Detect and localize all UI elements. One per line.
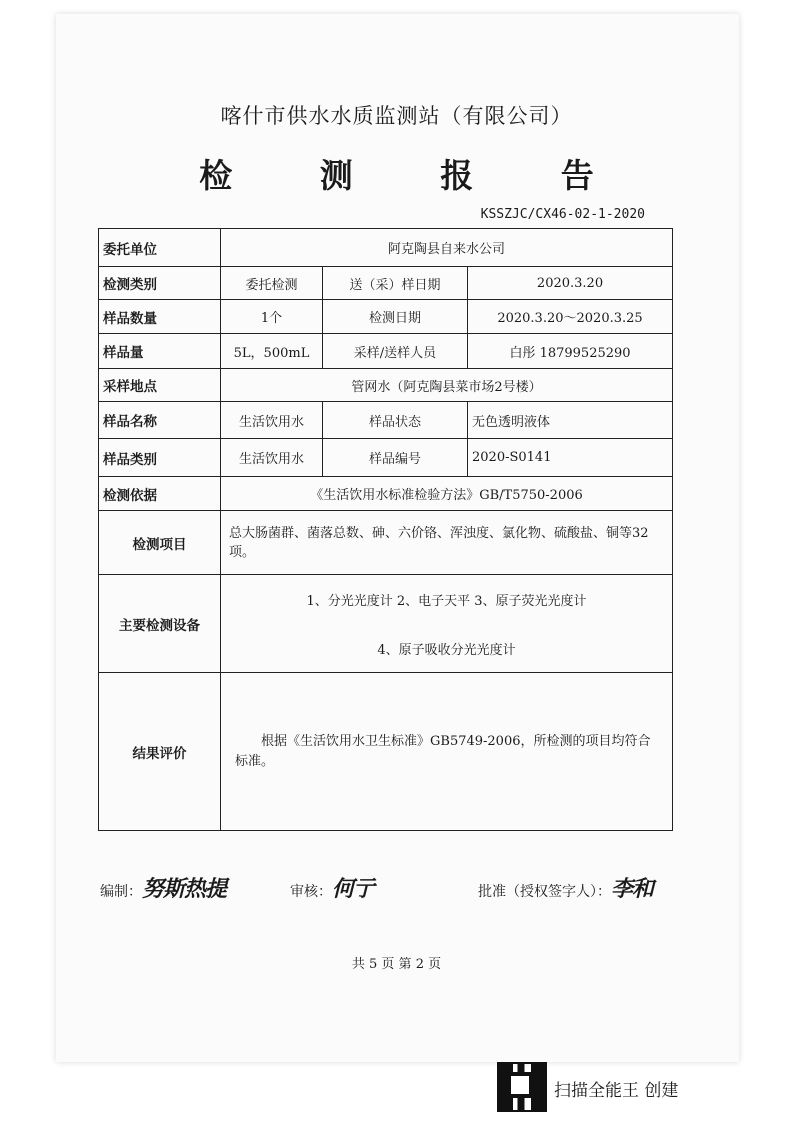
editor-label: 编制： xyxy=(100,884,142,900)
row-qty xyxy=(99,300,673,334)
row-client xyxy=(99,229,673,267)
location-label: 采样地点 xyxy=(99,369,221,402)
sample-no-value: 2020-S0141 xyxy=(468,439,673,477)
row-items xyxy=(99,511,673,575)
qty-label: 样品数量 xyxy=(99,300,221,334)
row-basis xyxy=(99,477,673,511)
row-test-type xyxy=(99,267,673,300)
row-equipment xyxy=(99,575,673,673)
name-value: 生活饮用水 xyxy=(221,402,323,439)
test-type-value: 委托检测 xyxy=(221,267,323,300)
row-result xyxy=(99,673,673,831)
editor-block xyxy=(100,872,226,903)
test-type-label: 检测类别 xyxy=(99,267,221,300)
scanner-watermark: 扫描全能王 创建 xyxy=(554,1081,679,1101)
result-label: 结果评价 xyxy=(99,673,221,831)
state-value: 无色透明液体 xyxy=(468,402,673,439)
row-location xyxy=(99,369,673,402)
reviewer-signature: 何亍 xyxy=(332,876,375,902)
send-date-value: 2020.3.20 xyxy=(468,267,673,300)
qr-code-icon xyxy=(497,1062,547,1112)
editor-signature: 努斯热提 xyxy=(142,876,227,902)
test-date-label: 检测日期 xyxy=(323,300,468,334)
test-date-value: 2020.3.20～2020.3.25 xyxy=(468,300,673,334)
equipment-label: 主要检测设备 xyxy=(99,575,221,673)
sample-no-label: 样品编号 xyxy=(323,439,468,477)
amount-value: 5L，500mL xyxy=(221,334,323,369)
reviewer-block xyxy=(290,872,374,903)
organization-title: 喀什市供水水质监测站（有限公司） xyxy=(220,104,573,128)
approver-block xyxy=(478,872,653,903)
send-date-label: 送（采）样日期 xyxy=(323,267,468,300)
state-label: 样品状态 xyxy=(323,402,468,439)
approver-signature: 李和 xyxy=(611,876,654,902)
document-code: KSSZJC/CX46-02-1-2020 xyxy=(480,207,645,222)
reviewer-label: 审核： xyxy=(290,884,332,900)
report-table xyxy=(98,228,673,831)
location-value: 管网水（阿克陶县菜市场2号楼） xyxy=(221,369,673,402)
items-label: 检测项目 xyxy=(99,511,221,575)
equipment-line-2: 4、原子吸收分光光度计 xyxy=(377,642,516,658)
equipment-value xyxy=(221,575,673,673)
report-title: 检 测 报 告 xyxy=(199,156,632,195)
row-amount xyxy=(99,334,673,369)
equipment-line-1: 1、分光光度计 2、电子天平 3、原子荧光光度计 xyxy=(306,593,587,609)
basis-value: 《生活饮用水标准检验方法》GB/T5750-2006 xyxy=(221,477,673,511)
row-category xyxy=(99,439,673,477)
items-value: 总大肠菌群、菌落总数、砷、六价铬、浑浊度、氯化物、硫酸盐、铜等32项。 xyxy=(221,511,673,575)
approver-label: 批准（授权签字人）： xyxy=(478,884,611,900)
sampler-value: 白彤 18799525290 xyxy=(468,334,673,369)
client-value: 阿克陶县自来水公司 xyxy=(221,229,673,267)
basis-label: 检测依据 xyxy=(99,477,221,511)
category-label: 样品类别 xyxy=(99,439,221,477)
sampler-label: 采样/送样人员 xyxy=(323,334,468,369)
qty-value: 1个 xyxy=(221,300,323,334)
category-value: 生活饮用水 xyxy=(221,439,323,477)
row-name xyxy=(99,402,673,439)
result-value: 根据《生活饮用水卫生标准》GB5749-2006，所检测的项目均符合标准。 xyxy=(221,673,673,831)
name-label: 样品名称 xyxy=(99,402,221,439)
client-label: 委托单位 xyxy=(99,229,221,267)
page-number: 共 5 页 第 2 页 xyxy=(351,957,442,972)
amount-label: 样品量 xyxy=(99,334,221,369)
